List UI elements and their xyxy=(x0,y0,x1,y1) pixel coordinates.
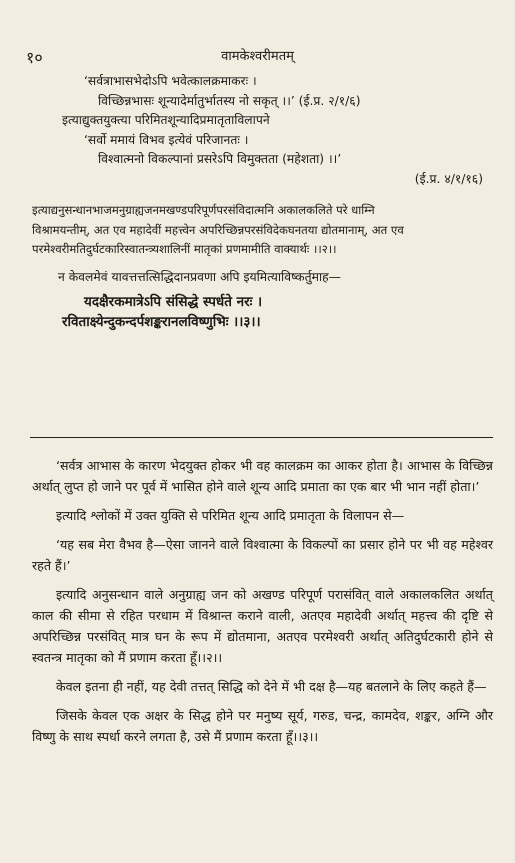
sanskrit-commentary xyxy=(32,72,491,332)
running-title: वामकेश्वरीमतम् xyxy=(221,49,294,64)
hindi-para-6: जिसके केवल एक अक्षर के सिद्ध होने पर मनुष्य सूर्य, गरुड, चन्द्र, कामदेव, शङ्कर, अग्नि और विष्णु के साथ स्पर्धा करने लगता है, उसे मैं प्रणाम करता हूँ।।३।। xyxy=(32,708,493,744)
commentary-line3: परमेश्वरीमतिदुर्घटकारिस्वातन्त्र्यशालिनीं मातृकां प्रणमामीति वाक्यार्थः ।।२।। xyxy=(32,242,337,256)
verse-line1: यदक्षैरकमात्रेऽपि संसिद्धे स्पर्धते नरः । xyxy=(84,294,263,310)
quote2-reference: (ई.प्र. ४/१/१६) xyxy=(414,171,483,186)
hindi-para-3: ‘यह सब मेरा वैभव है—ऐसा जानने वाले विश्वात्मा के विकल्पों का प्रसार होने पर भी वह महेश्वर रहते हैं।’ xyxy=(32,537,493,573)
intro-quote2: इत्याद्युक्तयुक्त्या परिमितशून्यादिप्रमातृताविलापने xyxy=(62,113,270,127)
quote1-line1: ‘सर्वत्राभासभेदोऽपि भवेत्कालक्रमाकरः । xyxy=(84,74,257,88)
commentary-line1: इत्याद्यनुसन्धानभाजमनुग्राह्यजनमखण्डपरिपूर्णपरसंविदात्मनि अकालकलिते परे धाम्नि xyxy=(32,203,375,217)
commentary-line2: विश्रामयन्तीम्, अत एव महादेवीं महत्त्वेन अपरिच्छिन्नपरसंविदेकघनतया द्योतमानाम्, अत एव xyxy=(32,222,404,237)
quote2-line1: ‘सर्वो ममायं विभव इत्येवं परिजानतः । xyxy=(84,132,249,147)
hindi-para-1: ‘सर्वत्र आभास के कारण भेदयुक्त होकर भी वह कालक्रम का आकर होता है। आभास के विच्छिन्न अर्थात् लुप्त हो जाने पर पूर्व में भासित होने वाले शून्य आदि प्रमाता का एक बार भी भान नहीं होता।’ xyxy=(32,458,493,494)
section-divider xyxy=(30,437,493,438)
quote1-line2: विच्छिन्नभासः शून्यादेर्मातुर्भातस्य नो सकृत् ।।’ (ई.प्र. २/१/६) xyxy=(98,93,361,108)
hindi-para-5: केवल इतना ही नहीं, यह देवी तत्तत् सिद्धि को देने में भी दक्ष है—यह बतलाने के लिए कहते हैं— xyxy=(56,679,487,694)
hindi-para-4: इत्यादि अनुसन्धान वाले अनुग्राह्य जन को अखण्ड परिपूर्ण परासंवित् वाले अकालकलित अर्थात् काल की सीमा से रहित परधाम में विश्रान्त कराने वाली, अतएव महादेवी अर्थात् महत्त्व की दृष्टि से अपरिच्छिन्न परसंवित् मात्र घन के रूप में द्योतमाना, अतएव परमेश्वरी अर्थात् अतिदुर्घटकारी होने से स्वतन्त्र मातृका को मैं प्रणाम करता हूँ।।२।। xyxy=(32,587,493,665)
page-number: १० xyxy=(26,48,43,67)
quote2-line2: विश्वात्मनो विकल्पानां प्रसरेऽपि विमुक्तता (महेशता) ।।’ xyxy=(98,152,342,166)
page-header xyxy=(26,46,489,68)
hindi-para-2: इत्यादि श्लोकों में उक्त युक्ति से परिमित शून्य आदि प्रमातृता के विलापन से— xyxy=(56,508,405,523)
lead-in: न केवलमेवं यावत्तत्तत्सिद्धिदानप्रवणा अपि इयमित्याविष्कर्तुमाह— xyxy=(58,269,341,284)
verse-line2: रविताक्ष्येन्दुकन्दर्पशङ्करानलविष्णुभिः ।।३।। xyxy=(62,313,261,330)
hindi-translation xyxy=(32,455,493,755)
